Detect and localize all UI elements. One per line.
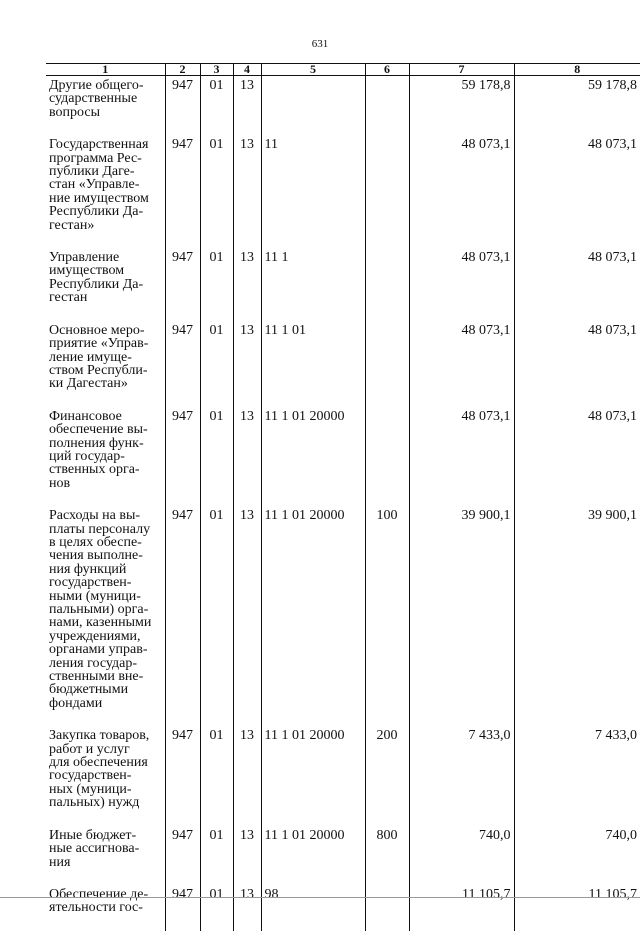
item-name-line: учреждениями,: [49, 628, 141, 644]
item-name-line: государствен-: [49, 768, 132, 784]
item-name-cell: [46, 135, 165, 248]
item-name-line: публики Даге-: [49, 164, 135, 180]
cell-c7: 48 073,1: [409, 321, 514, 407]
cell-c8: 7 433,0: [514, 726, 640, 825]
cell-c8: 48 073,1: [514, 248, 640, 321]
col-header-3: 3: [200, 64, 233, 76]
cell-c7: 59 178,8: [409, 76, 514, 136]
col-header-2: 2: [165, 64, 200, 76]
cell-c2: 947: [165, 407, 200, 506]
cell-c8: 39 900,1: [514, 506, 640, 726]
cell-c3: 01: [200, 826, 233, 885]
cell-c5: 11 1 01 20000: [261, 826, 365, 885]
cell-c4: 13: [233, 407, 261, 506]
item-name-cell: [46, 826, 165, 885]
cell-c6: 100: [365, 506, 409, 726]
item-name-line: для обеспечения: [49, 755, 148, 771]
cell-c7: 48 073,1: [409, 248, 514, 321]
item-name-line: приятие «Управ-: [49, 336, 149, 352]
cell-c4: 13: [233, 321, 261, 407]
col-header-5: 5: [261, 64, 365, 76]
col-header-6: 6: [365, 64, 409, 76]
cell-c3: 01: [200, 135, 233, 248]
cell-c2: 947: [165, 321, 200, 407]
cell-c2: 947: [165, 885, 200, 931]
cell-c3: 01: [200, 407, 233, 506]
cell-c6: [365, 885, 409, 931]
item-name-line: ление имуще-: [49, 349, 132, 365]
cell-c2: 947: [165, 826, 200, 885]
item-name-line: бюджетными: [49, 682, 129, 698]
cell-c8: 11 105,7: [514, 885, 640, 931]
header-row: [46, 64, 640, 76]
item-name-line: сударственные: [49, 91, 138, 107]
cell-c5: 11 1 01 20000: [261, 506, 365, 726]
item-name-line: Другие общего-: [49, 78, 144, 93]
item-name-line: ственными вне-: [49, 669, 144, 685]
table-row: [46, 726, 640, 825]
item-name-line: ных (муници-: [49, 781, 132, 797]
item-name-line: гестан»: [49, 217, 95, 233]
cell-c2: 947: [165, 76, 200, 136]
item-name-line: Обеспечение де-: [49, 886, 149, 902]
cell-c4: 13: [233, 726, 261, 825]
cell-c5: 11: [261, 135, 365, 248]
item-name-line: Закупка товаров,: [49, 728, 150, 744]
cell-c6: [365, 407, 409, 506]
cell-c8: 48 073,1: [514, 135, 640, 248]
cell-c7: 48 073,1: [409, 135, 514, 248]
cell-c8: 59 178,8: [514, 76, 640, 136]
page-bottom-rule: [0, 897, 640, 898]
item-name-line: чения выполне-: [49, 548, 143, 564]
cell-c5: [261, 76, 365, 136]
item-name-line: ки Дагестан»: [49, 376, 128, 392]
cell-c8: 740,0: [514, 826, 640, 885]
item-name-cell: [46, 506, 165, 726]
item-name-line: ством Республи-: [49, 362, 148, 378]
item-name-line: Основное меро-: [49, 322, 145, 338]
cell-c2: 947: [165, 726, 200, 825]
item-name-line: ные ассигнова-: [49, 841, 140, 857]
item-name-line: Расходы на вы-: [49, 508, 141, 524]
cell-c4: 13: [233, 826, 261, 885]
cell-c7: 39 900,1: [409, 506, 514, 726]
item-name-line: пальных) нужд: [49, 795, 140, 811]
item-name-line: стан «Управле-: [49, 177, 140, 193]
cell-c4: 13: [233, 76, 261, 136]
cell-c6: 200: [365, 726, 409, 825]
table-row: [46, 76, 640, 136]
table-row: [46, 321, 640, 407]
cell-c3: 01: [200, 726, 233, 825]
item-name-line: вопросы: [49, 104, 100, 120]
item-name-line: фондами: [49, 695, 103, 711]
item-name-cell: [46, 726, 165, 825]
cell-c8: 48 073,1: [514, 321, 640, 407]
cell-c5: 11 1 01: [261, 321, 365, 407]
table-row: [46, 826, 640, 885]
cell-c7: 740,0: [409, 826, 514, 885]
item-name-line: Государственная: [49, 137, 149, 153]
item-name-line: ятельности гос-: [49, 900, 143, 916]
item-name-cell: [46, 248, 165, 321]
cell-c3: 01: [200, 321, 233, 407]
cell-c3: 01: [200, 76, 233, 136]
col-header-1: 1: [46, 64, 165, 76]
item-name-line: нами, казенными: [49, 615, 152, 631]
cell-c5: 98: [261, 885, 365, 931]
item-name-line: работ и услуг: [49, 741, 130, 757]
page-number: 631: [311, 38, 329, 50]
item-name-line: органами управ-: [49, 642, 148, 658]
cell-c5: 11 1 01 20000: [261, 726, 365, 825]
budget-table: [46, 63, 640, 931]
table-row: [46, 248, 640, 321]
item-name-line: Управление: [49, 250, 120, 266]
item-name-line: ления государ-: [49, 655, 138, 671]
item-name-line: ственных орга-: [49, 462, 140, 478]
item-name-cell: [46, 321, 165, 407]
item-name-line: гестан: [49, 290, 88, 306]
item-name-line: ния: [49, 854, 71, 870]
item-name-cell: [46, 885, 165, 931]
cell-c4: 13: [233, 885, 261, 931]
cell-c6: [365, 321, 409, 407]
col-header-4: 4: [233, 64, 261, 76]
item-name-line: Республики Да-: [49, 276, 144, 292]
item-name-line: Финансовое: [49, 408, 122, 424]
item-name-line: ций государ-: [49, 448, 125, 464]
item-name-line: ние имуществом: [49, 190, 149, 206]
col-header-7: 7: [409, 64, 514, 76]
cell-c5: 11 1 01 20000: [261, 407, 365, 506]
table-row: [46, 135, 640, 248]
cell-c3: 01: [200, 885, 233, 931]
cell-c7: 11 105,7: [409, 885, 514, 931]
cell-c2: 947: [165, 506, 200, 726]
cell-c7: 7 433,0: [409, 726, 514, 825]
item-name-line: обеспечение вы-: [49, 422, 148, 438]
item-name-line: программа Рес-: [49, 150, 142, 166]
item-name-line: государствен-: [49, 575, 132, 591]
item-name-line: ными (муници-: [49, 588, 141, 604]
cell-c4: 13: [233, 135, 261, 248]
item-name-cell: [46, 76, 165, 136]
cell-c6: [365, 76, 409, 136]
table-body: [46, 76, 640, 931]
item-name-line: имуществом: [49, 263, 125, 279]
col-header-8: 8: [514, 64, 640, 76]
cell-c6: [365, 135, 409, 248]
cell-c4: 13: [233, 248, 261, 321]
cell-c3: 01: [200, 248, 233, 321]
cell-c6: [365, 248, 409, 321]
cell-c5: 11 1: [261, 248, 365, 321]
cell-c8: 48 073,1: [514, 407, 640, 506]
cell-c2: 947: [165, 135, 200, 248]
table-row: [46, 407, 640, 506]
item-name-line: ния функций: [49, 561, 127, 577]
item-name-line: нов: [49, 475, 71, 491]
cell-c7: 48 073,1: [409, 407, 514, 506]
item-name-line: в целях обеспе-: [49, 534, 142, 550]
cell-c3: 01: [200, 506, 233, 726]
table-row: [46, 506, 640, 726]
item-name-line: полнения функ-: [49, 435, 144, 451]
cell-c2: 947: [165, 248, 200, 321]
item-name-line: пальными) орга-: [49, 602, 149, 617]
item-name-line: Республики Да-: [49, 204, 144, 220]
cell-c6: 800: [365, 826, 409, 885]
item-name-line: Иные бюджет-: [49, 827, 137, 843]
item-name-cell: [46, 407, 165, 506]
item-name-line: платы персоналу: [49, 521, 151, 537]
cell-c4: 13: [233, 506, 261, 726]
table-row: [46, 885, 640, 931]
